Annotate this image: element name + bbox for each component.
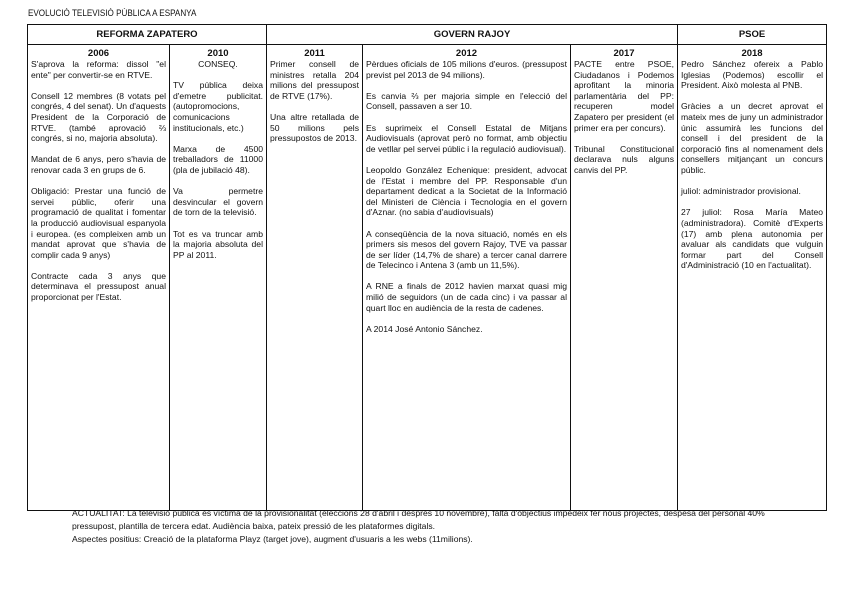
column-paragraph: A RNE a finals de 2012 havien marxat quasi mig milió de seguidors (un de cada cinc) i va passar al quart lloc en audiència de la resta de cadenes. — [366, 281, 567, 313]
year-column — [678, 45, 827, 511]
column-paragraph: Primer consell de ministres retalla 204 milions del pressupost de RTVE (17%). — [270, 59, 359, 101]
year-subtitle: CONSEQ. — [198, 59, 238, 69]
column-paragraph: 27 juliol: Rosa María Mateo (administradora). Comitè d'Experts (17) amb plena autonomia per avaluar als candidats que vulguin formar part del Consell d'Administració (10 en l'actualitat). — [681, 207, 824, 271]
footer-actualitat: ACTUALITAT: La televisió pública és víctima de la provisionalitat (eleccions 28 d'abril i després 10 novembre), falta d'objectius impedeix fer nous projectes, despesa del personal 40% pressupost, plantilla de tercera edat. Audiència baixa, pateix pressió de les plataformes digitals. — [72, 508, 765, 531]
year-label: 2017 — [613, 48, 635, 59]
column-paragraph: Pèrdues oficials de 105 milions d'euros. (pressupost previst pel 2013 de 94 milions). — [366, 59, 567, 80]
year-label: 2006 — [87, 48, 110, 59]
year-label: 2012 — [455, 48, 478, 59]
column-paragraph: TV pública deixa d'emetre publicitat. (autopromocions, comunicacions institucionals, etc.) — [173, 80, 263, 133]
group-header-reforma-zapatero: REFORMA ZAPATERO — [28, 25, 267, 45]
group-header-row — [28, 25, 827, 45]
column-body — [170, 45, 266, 260]
column-paragraph: Tot es va truncar amb la majoria absoluta del PP al 2011. — [173, 228, 263, 260]
column-paragraph: Consell 12 membres (8 votats pel congrés, 4 del senat). Un d'aquests President de la Corporació de RTVE. (també aprovació ⅔ congrés, si no, majoria absoluta). — [31, 90, 166, 144]
column-paragraph: Tribunal Constitucional declarava nuls alguns canvis del PP. — [574, 143, 675, 175]
group-header-govern-rajoy: GOVERN RAJOY — [267, 25, 678, 45]
column-paragraph: Es canvia ⅔ per majoria simple en l'elecció del Consell, passaven a ser 10. — [366, 90, 567, 112]
paragraph-list — [173, 80, 263, 260]
column-body — [678, 45, 826, 271]
footer-aspectes-positius: Aspectes positius: Creació de la plataforma Playz (target jove), augment d'usuaris a les webs (11milions). — [72, 534, 473, 544]
column-paragraph: S'aprova la reforma: dissol "el ente" per convertir-se en RTVE. — [31, 59, 166, 80]
document-title: EVOLUCIÓ TELEVISIÓ PÚBLICA A ESPANYA — [28, 8, 197, 18]
column-paragraph: Marxa de 4500 treballadors de 11000 (pla de jubilació 48). — [173, 143, 263, 175]
column-body — [267, 45, 362, 144]
year-column — [28, 45, 170, 511]
column-paragraph: Es suprimeix el Consell Estatal de Mitjans Audiovisuals (aprovat però no format, amb objectiu de vetllar pel servei públic i la regulació audiovisual). — [366, 122, 567, 154]
column-paragraph: Leopoldo González Echenique: president, advocat de l'Estat i membre del PP. Responsable d'un departament dedicat a la Societat de la Informació del Ministeri de Ciència i Tecnologia en el govern d'Aznar. (no sabia d'audiovisuals) — [366, 164, 567, 218]
column-paragraph: Mandat de 6 anys, pero s'havia de renovar cada 3 en grups de 6. — [31, 154, 166, 175]
column-paragraph: juliol: administrador provisional. — [681, 186, 801, 197]
column-body — [571, 45, 677, 176]
timeline-table — [27, 24, 827, 511]
year-column — [170, 45, 267, 511]
column-paragraph: Una altre retallada de 50 milions pels pressupostos de 2013. — [270, 111, 359, 144]
paragraph-list — [366, 59, 567, 334]
paragraph-list — [31, 59, 166, 303]
year-column — [267, 45, 363, 511]
column-body — [363, 45, 570, 334]
column-paragraph: Contracte cada 3 anys que determinava el pressupost anual proporcionat per l'Estat. — [31, 270, 166, 303]
column-paragraph: Pedro Sánchez ofereix a Pablo Iglesias (Podemos) escollir el President. Això molesta al PNB. — [681, 59, 824, 91]
year-label: 2010 — [207, 48, 229, 59]
column-paragraph: A 2014 José Antonio Sánchez. — [366, 323, 483, 334]
column-body — [28, 45, 169, 303]
column-paragraph: PACTE entre PSOE, Ciudadanos i Podemos aprofitant la minoria parlamentària del PP: recuperen model Zapatero per president (el primer era per concurs). — [574, 59, 675, 133]
column-paragraph: Obligació: Prestar una funció de servei públic, oferir una programació de qualitat i fomentar la producció audiovisual espanyola i europea. (es compleixen amb un mandat aprovat que s'havia de complir cada 9 anys) — [31, 186, 166, 260]
paragraph-list — [574, 59, 674, 176]
column-paragraph: Va permetre desvincular el govern de torn de la televisió. — [173, 186, 263, 218]
year-column — [363, 45, 571, 511]
year-label: 2018 — [741, 48, 763, 59]
column-paragraph: Gràcies a un decret aprovat el mateix mes de juny un administrador únic assumirà les funcions del consell i del president de la corporació fins al nomenament dels consellers mitjançant un concurs públic. — [681, 101, 824, 175]
paragraph-list — [270, 59, 359, 144]
year-column — [571, 45, 678, 511]
group-header-psoe: PSOE — [678, 25, 827, 45]
footer-notes — [72, 507, 792, 546]
paragraph-list — [681, 59, 823, 271]
timeline-content-row — [28, 45, 827, 511]
column-paragraph: A conseqüència de la nova situació, només en els primers sis mesos del govern Rajoy, TVE va passar de ser líder (14,7% de share) a tercer canal darrere de Telecinco i Antena 3 (amb un 11,5%). — [366, 228, 567, 271]
year-label: 2011 — [304, 48, 325, 59]
